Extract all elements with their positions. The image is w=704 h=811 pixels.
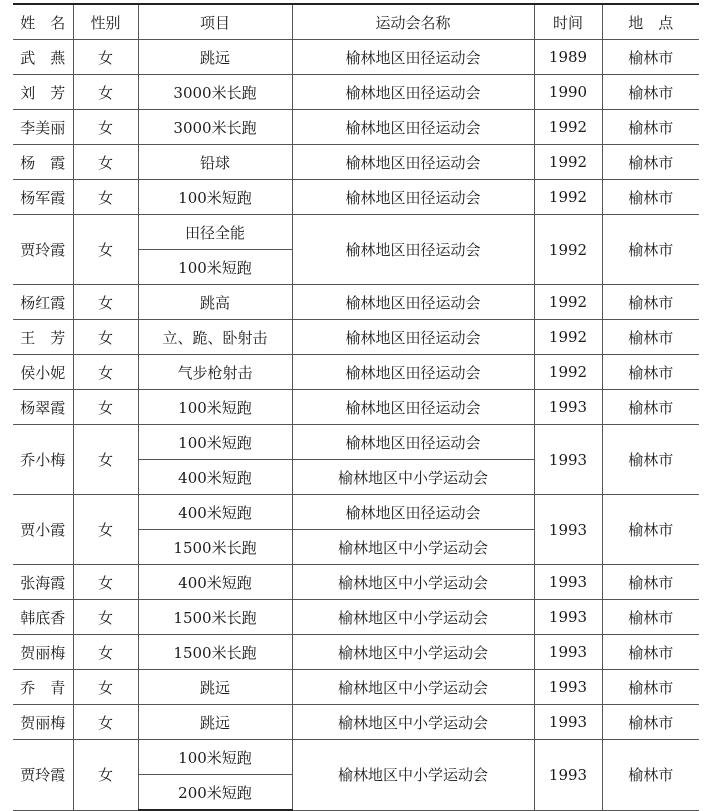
meet-name-cell: 榆林地区田径运动会 bbox=[292, 75, 534, 110]
place-cell: 榆林市 bbox=[602, 40, 699, 75]
year-cell: 1992 bbox=[534, 145, 602, 180]
header-event: 项目 bbox=[138, 4, 292, 40]
header-row bbox=[13, 4, 699, 40]
meet-name-cell: 榆林地区中小学运动会 bbox=[292, 670, 534, 705]
header-name: 姓 名 bbox=[13, 4, 73, 40]
year-cell: 1992 bbox=[534, 180, 602, 215]
table-row bbox=[13, 40, 699, 75]
meet-name-cell: 榆林地区田径运动会 bbox=[292, 495, 534, 530]
event-cell: 100米短跑 bbox=[138, 740, 292, 775]
athlete-name-cell: 乔 青 bbox=[13, 670, 73, 705]
year-cell: 1992 bbox=[534, 285, 602, 320]
athlete-name-cell: 贾小霞 bbox=[13, 495, 73, 565]
meet-name-cell: 榆林地区田径运动会 bbox=[292, 215, 534, 285]
event-cell: 跳远 bbox=[138, 670, 292, 705]
year-cell: 1989 bbox=[534, 40, 602, 75]
meet-name-cell: 榆林地区中小学运动会 bbox=[292, 600, 534, 635]
sex-cell: 女 bbox=[73, 180, 138, 215]
table-body bbox=[13, 40, 699, 811]
athlete-name-cell: 贺丽梅 bbox=[13, 705, 73, 740]
year-cell: 1992 bbox=[534, 215, 602, 285]
meet-name-cell: 榆林地区中小学运动会 bbox=[292, 565, 534, 600]
header-sex: 性别 bbox=[73, 4, 138, 40]
meet-name-cell: 榆林地区田径运动会 bbox=[292, 355, 534, 390]
meet-name-cell: 榆林地区中小学运动会 bbox=[292, 635, 534, 670]
place-cell: 榆林市 bbox=[602, 355, 699, 390]
sex-cell: 女 bbox=[73, 600, 138, 635]
sex-cell: 女 bbox=[73, 145, 138, 180]
year-cell: 1993 bbox=[534, 495, 602, 565]
place-cell: 榆林市 bbox=[602, 740, 699, 811]
table-row bbox=[13, 670, 699, 705]
year-cell: 1990 bbox=[534, 75, 602, 110]
sex-cell: 女 bbox=[73, 670, 138, 705]
event-cell: 100米短跑 bbox=[138, 425, 292, 460]
year-cell: 1992 bbox=[534, 355, 602, 390]
event-cell: 气步枪射击 bbox=[138, 355, 292, 390]
place-cell: 榆林市 bbox=[602, 110, 699, 145]
sex-cell: 女 bbox=[73, 285, 138, 320]
sex-cell: 女 bbox=[73, 75, 138, 110]
event-cell: 100米短跑 bbox=[138, 180, 292, 215]
year-cell: 1993 bbox=[534, 390, 602, 425]
event-cell: 田径全能 bbox=[138, 215, 292, 250]
year-cell: 1992 bbox=[534, 110, 602, 145]
place-cell: 榆林市 bbox=[602, 180, 699, 215]
athlete-name-cell: 张海霞 bbox=[13, 565, 73, 600]
event-cell: 跳远 bbox=[138, 40, 292, 75]
place-cell: 榆林市 bbox=[602, 390, 699, 425]
event-cell: 200米短跑 bbox=[138, 775, 292, 811]
sex-cell: 女 bbox=[73, 565, 138, 600]
meet-name-cell: 榆林地区田径运动会 bbox=[292, 425, 534, 460]
place-cell: 榆林市 bbox=[602, 635, 699, 670]
meet-name-cell: 榆林地区田径运动会 bbox=[292, 145, 534, 180]
year-cell: 1993 bbox=[534, 740, 602, 811]
event-cell: 400米短跑 bbox=[138, 495, 292, 530]
event-cell: 400米短跑 bbox=[138, 460, 292, 495]
meet-name-cell: 榆林地区中小学运动会 bbox=[292, 705, 534, 740]
sex-cell: 女 bbox=[73, 355, 138, 390]
athlete-name-cell: 杨红霞 bbox=[13, 285, 73, 320]
table-row bbox=[13, 740, 699, 775]
event-cell: 3000米长跑 bbox=[138, 75, 292, 110]
table-row bbox=[13, 75, 699, 110]
sex-cell: 女 bbox=[73, 215, 138, 285]
table-row bbox=[13, 705, 699, 740]
athlete-name-cell: 乔小梅 bbox=[13, 425, 73, 495]
place-cell: 榆林市 bbox=[602, 600, 699, 635]
event-cell: 跳远 bbox=[138, 705, 292, 740]
sex-cell: 女 bbox=[73, 740, 138, 811]
table-row bbox=[13, 285, 699, 320]
place-cell: 榆林市 bbox=[602, 705, 699, 740]
athlete-name-cell: 王 芳 bbox=[13, 320, 73, 355]
table-row bbox=[13, 355, 699, 390]
athlete-name-cell: 贾玲霞 bbox=[13, 740, 73, 811]
meet-name-cell: 榆林地区田径运动会 bbox=[292, 320, 534, 355]
place-cell: 榆林市 bbox=[602, 145, 699, 180]
athlete-name-cell: 刘 芳 bbox=[13, 75, 73, 110]
meet-name-cell: 榆林地区田径运动会 bbox=[292, 390, 534, 425]
sex-cell: 女 bbox=[73, 110, 138, 145]
year-cell: 1993 bbox=[534, 635, 602, 670]
athlete-name-cell: 韩底香 bbox=[13, 600, 73, 635]
athlete-name-cell: 贾玲霞 bbox=[13, 215, 73, 285]
year-cell: 1993 bbox=[534, 670, 602, 705]
year-cell: 1992 bbox=[534, 320, 602, 355]
table-row bbox=[13, 565, 699, 600]
meet-name-cell: 榆林地区中小学运动会 bbox=[292, 530, 534, 565]
year-cell: 1993 bbox=[534, 600, 602, 635]
sex-cell: 女 bbox=[73, 495, 138, 565]
event-cell: 100米短跑 bbox=[138, 390, 292, 425]
event-cell: 100米短跑 bbox=[138, 250, 292, 285]
place-cell: 榆林市 bbox=[602, 565, 699, 600]
table-row bbox=[13, 145, 699, 180]
table-row bbox=[13, 600, 699, 635]
place-cell: 榆林市 bbox=[602, 425, 699, 495]
meet-name-cell: 榆林地区田径运动会 bbox=[292, 110, 534, 145]
event-cell: 1500米长跑 bbox=[138, 600, 292, 635]
meet-name-cell: 榆林地区田径运动会 bbox=[292, 285, 534, 320]
meet-name-cell: 榆林地区田径运动会 bbox=[292, 180, 534, 215]
sex-cell: 女 bbox=[73, 390, 138, 425]
event-cell: 铅球 bbox=[138, 145, 292, 180]
meet-name-cell: 榆林地区田径运动会 bbox=[292, 40, 534, 75]
table-row bbox=[13, 215, 699, 250]
place-cell: 榆林市 bbox=[602, 320, 699, 355]
table-row bbox=[13, 390, 699, 425]
sex-cell: 女 bbox=[73, 425, 138, 495]
table-row bbox=[13, 320, 699, 355]
place-cell: 榆林市 bbox=[602, 75, 699, 110]
athlete-name-cell: 侯小妮 bbox=[13, 355, 73, 390]
event-cell: 跳高 bbox=[138, 285, 292, 320]
table-row bbox=[13, 425, 699, 460]
place-cell: 榆林市 bbox=[602, 285, 699, 320]
event-cell: 1500米长跑 bbox=[138, 635, 292, 670]
athlete-name-cell: 李美丽 bbox=[13, 110, 73, 145]
event-cell: 1500米长跑 bbox=[138, 530, 292, 565]
athlete-name-cell: 杨军霞 bbox=[13, 180, 73, 215]
table-header bbox=[13, 4, 699, 40]
table-row bbox=[13, 180, 699, 215]
sex-cell: 女 bbox=[73, 705, 138, 740]
meet-name-cell: 榆林地区中小学运动会 bbox=[292, 460, 534, 495]
table-row bbox=[13, 495, 699, 530]
sex-cell: 女 bbox=[73, 635, 138, 670]
table-row bbox=[13, 635, 699, 670]
year-cell: 1993 bbox=[534, 705, 602, 740]
athlete-name-cell: 武 燕 bbox=[13, 40, 73, 75]
table-row bbox=[13, 110, 699, 145]
place-cell: 榆林市 bbox=[602, 670, 699, 705]
athlete-name-cell: 杨翠霞 bbox=[13, 390, 73, 425]
header-place: 地 点 bbox=[602, 4, 699, 40]
year-cell: 1993 bbox=[534, 425, 602, 495]
event-cell: 立、跪、卧射击 bbox=[138, 320, 292, 355]
meet-name-cell: 榆林地区中小学运动会 bbox=[292, 740, 534, 811]
year-cell: 1993 bbox=[534, 565, 602, 600]
header-year: 时间 bbox=[534, 4, 602, 40]
place-cell: 榆林市 bbox=[602, 495, 699, 565]
athlete-name-cell: 贺丽梅 bbox=[13, 635, 73, 670]
sex-cell: 女 bbox=[73, 40, 138, 75]
athlete-records-table bbox=[13, 3, 699, 811]
header-meet: 运动会名称 bbox=[292, 4, 534, 40]
sex-cell: 女 bbox=[73, 320, 138, 355]
place-cell: 榆林市 bbox=[602, 215, 699, 285]
athlete-name-cell: 杨 霞 bbox=[13, 145, 73, 180]
event-cell: 400米短跑 bbox=[138, 565, 292, 600]
event-cell: 3000米长跑 bbox=[138, 110, 292, 145]
